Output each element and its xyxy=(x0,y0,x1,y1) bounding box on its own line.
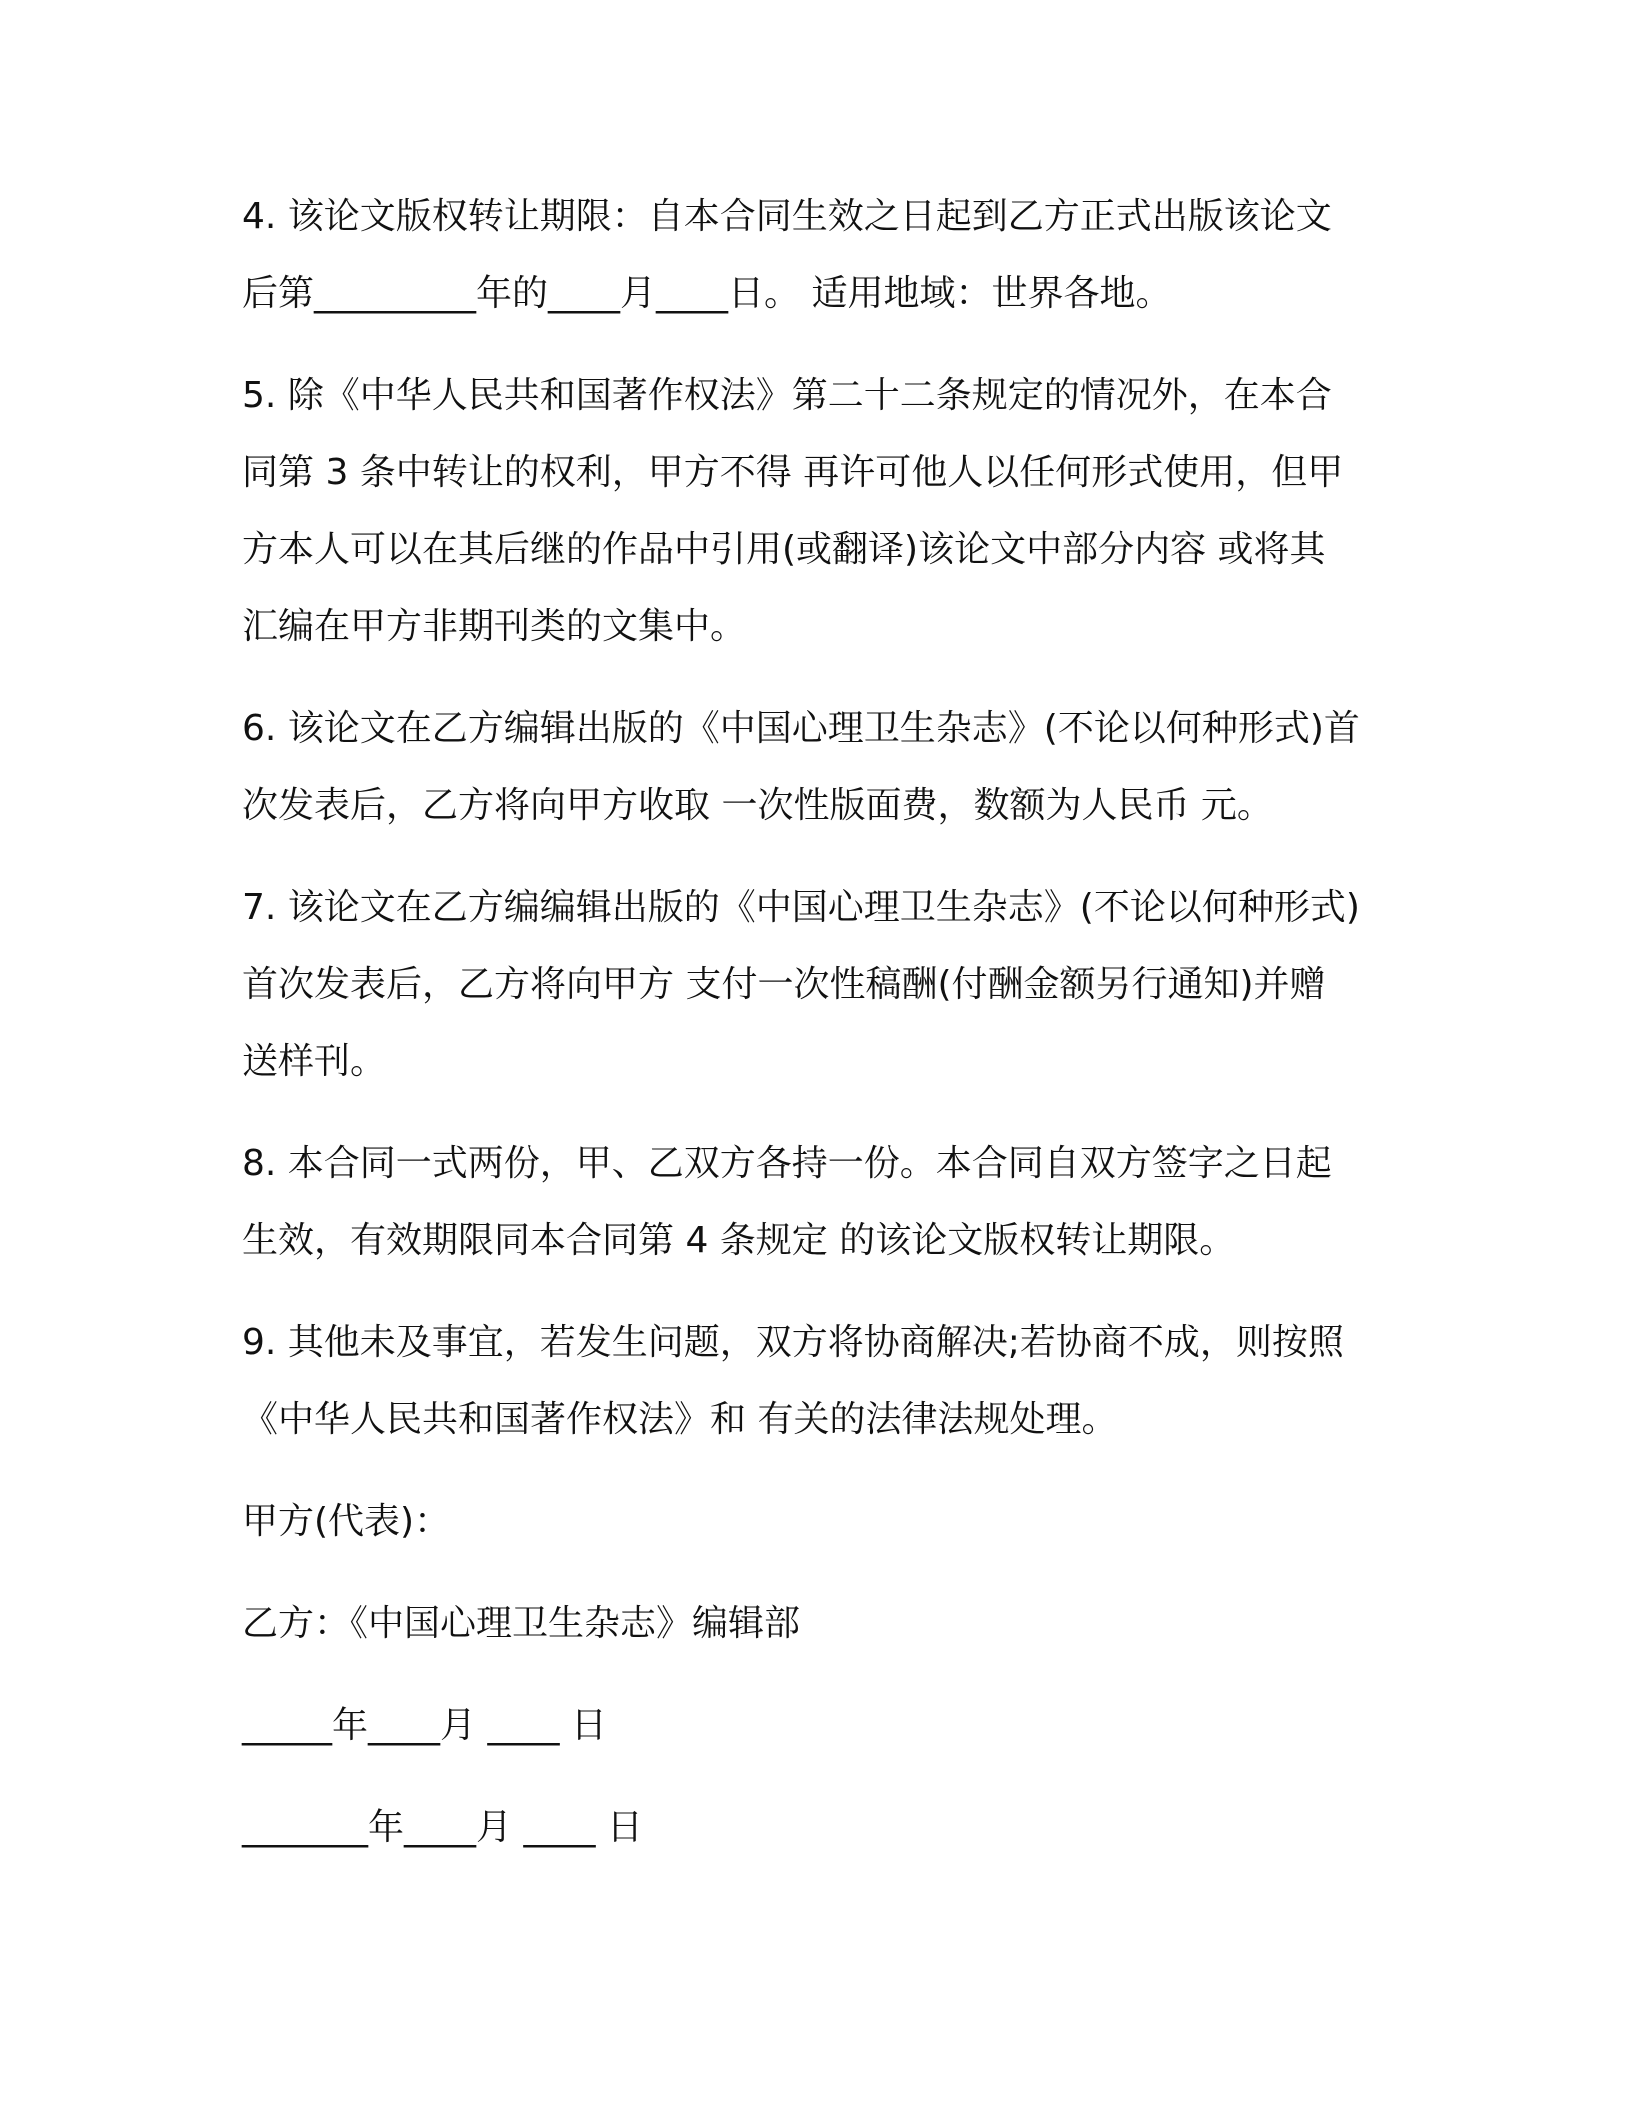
clause-6 xyxy=(242,690,1402,844)
party-a-signature-label xyxy=(242,1483,1402,1560)
clause-4-line-1: 4. 该论文版权转让期限：自本合同生效之日起到乙方正式出版该论文 xyxy=(242,196,1332,237)
clause-8-line-1: 8. 本合同一式两份，甲、乙双方各持一份。本合同自双方签字之日起 xyxy=(242,1143,1332,1184)
clause-8-line-2: 生效，有效期限同本合同第 4 条规定 的该论文版权转让期限。 xyxy=(242,1220,1236,1261)
clause-7-line-2: 首次发表后，乙方将向甲方 支付一次性稿酬(付酬金额另行通知)并赠 xyxy=(242,964,1326,1005)
clause-7-line-3: 送样刊。 xyxy=(242,1041,387,1082)
clause-6-line-1: 6. 该论文在乙方编辑出版的《中国心理卫生杂志》(不论以何种形式)首 xyxy=(242,708,1360,749)
clause-9-line-1: 9. 其他未及事宜，若发生问题，双方将协商解决;若协商不成，则按照 xyxy=(242,1322,1344,1363)
date-line-b: _______年____月 ____ 日 xyxy=(242,1807,643,1848)
clause-5-line-1: 5. 除《中华人民共和国著作权法》第二十二条规定的情况外，在本合 xyxy=(242,375,1332,416)
clause-9-line-2: 《中华人民共和国著作权法》和 有关的法律法规处理。 xyxy=(242,1399,1118,1440)
party-b-signature-label xyxy=(242,1585,1402,1662)
clause-8 xyxy=(242,1125,1402,1279)
clause-9 xyxy=(242,1304,1402,1458)
clause-7-line-1: 7. 该论文在乙方编编辑出版的《中国心理卫生杂志》(不论以何种形式) xyxy=(242,887,1360,928)
party-a-label: 甲方(代表)： xyxy=(242,1501,451,1542)
clause-4-line-2: 后第_________年的____月____日。 适用地域：世界各地。 xyxy=(242,273,1172,314)
date-line-a: _____年____月 ____ 日 xyxy=(242,1705,607,1746)
contract-body xyxy=(242,178,1402,1891)
clause-5-line-4: 汇编在甲方非期刊类的文集中。 xyxy=(242,606,747,647)
clause-6-line-2: 次发表后，乙方将向甲方收取 一次性版面费，数额为人民币 元。 xyxy=(242,785,1273,826)
clause-5-line-3: 方本人可以在其后继的作品中引用(或翻译)该论文中部分内容 或将其 xyxy=(242,529,1326,570)
clause-4 xyxy=(242,178,1402,332)
clause-5-line-2: 同第 3 条中转让的权利，甲方不得 再许可他人以任何形式使用，但甲 xyxy=(242,452,1344,493)
party-b-label: 乙方：《中国心理卫生杂志》编辑部 xyxy=(242,1603,801,1644)
clause-5 xyxy=(242,357,1402,665)
clause-7 xyxy=(242,869,1402,1100)
